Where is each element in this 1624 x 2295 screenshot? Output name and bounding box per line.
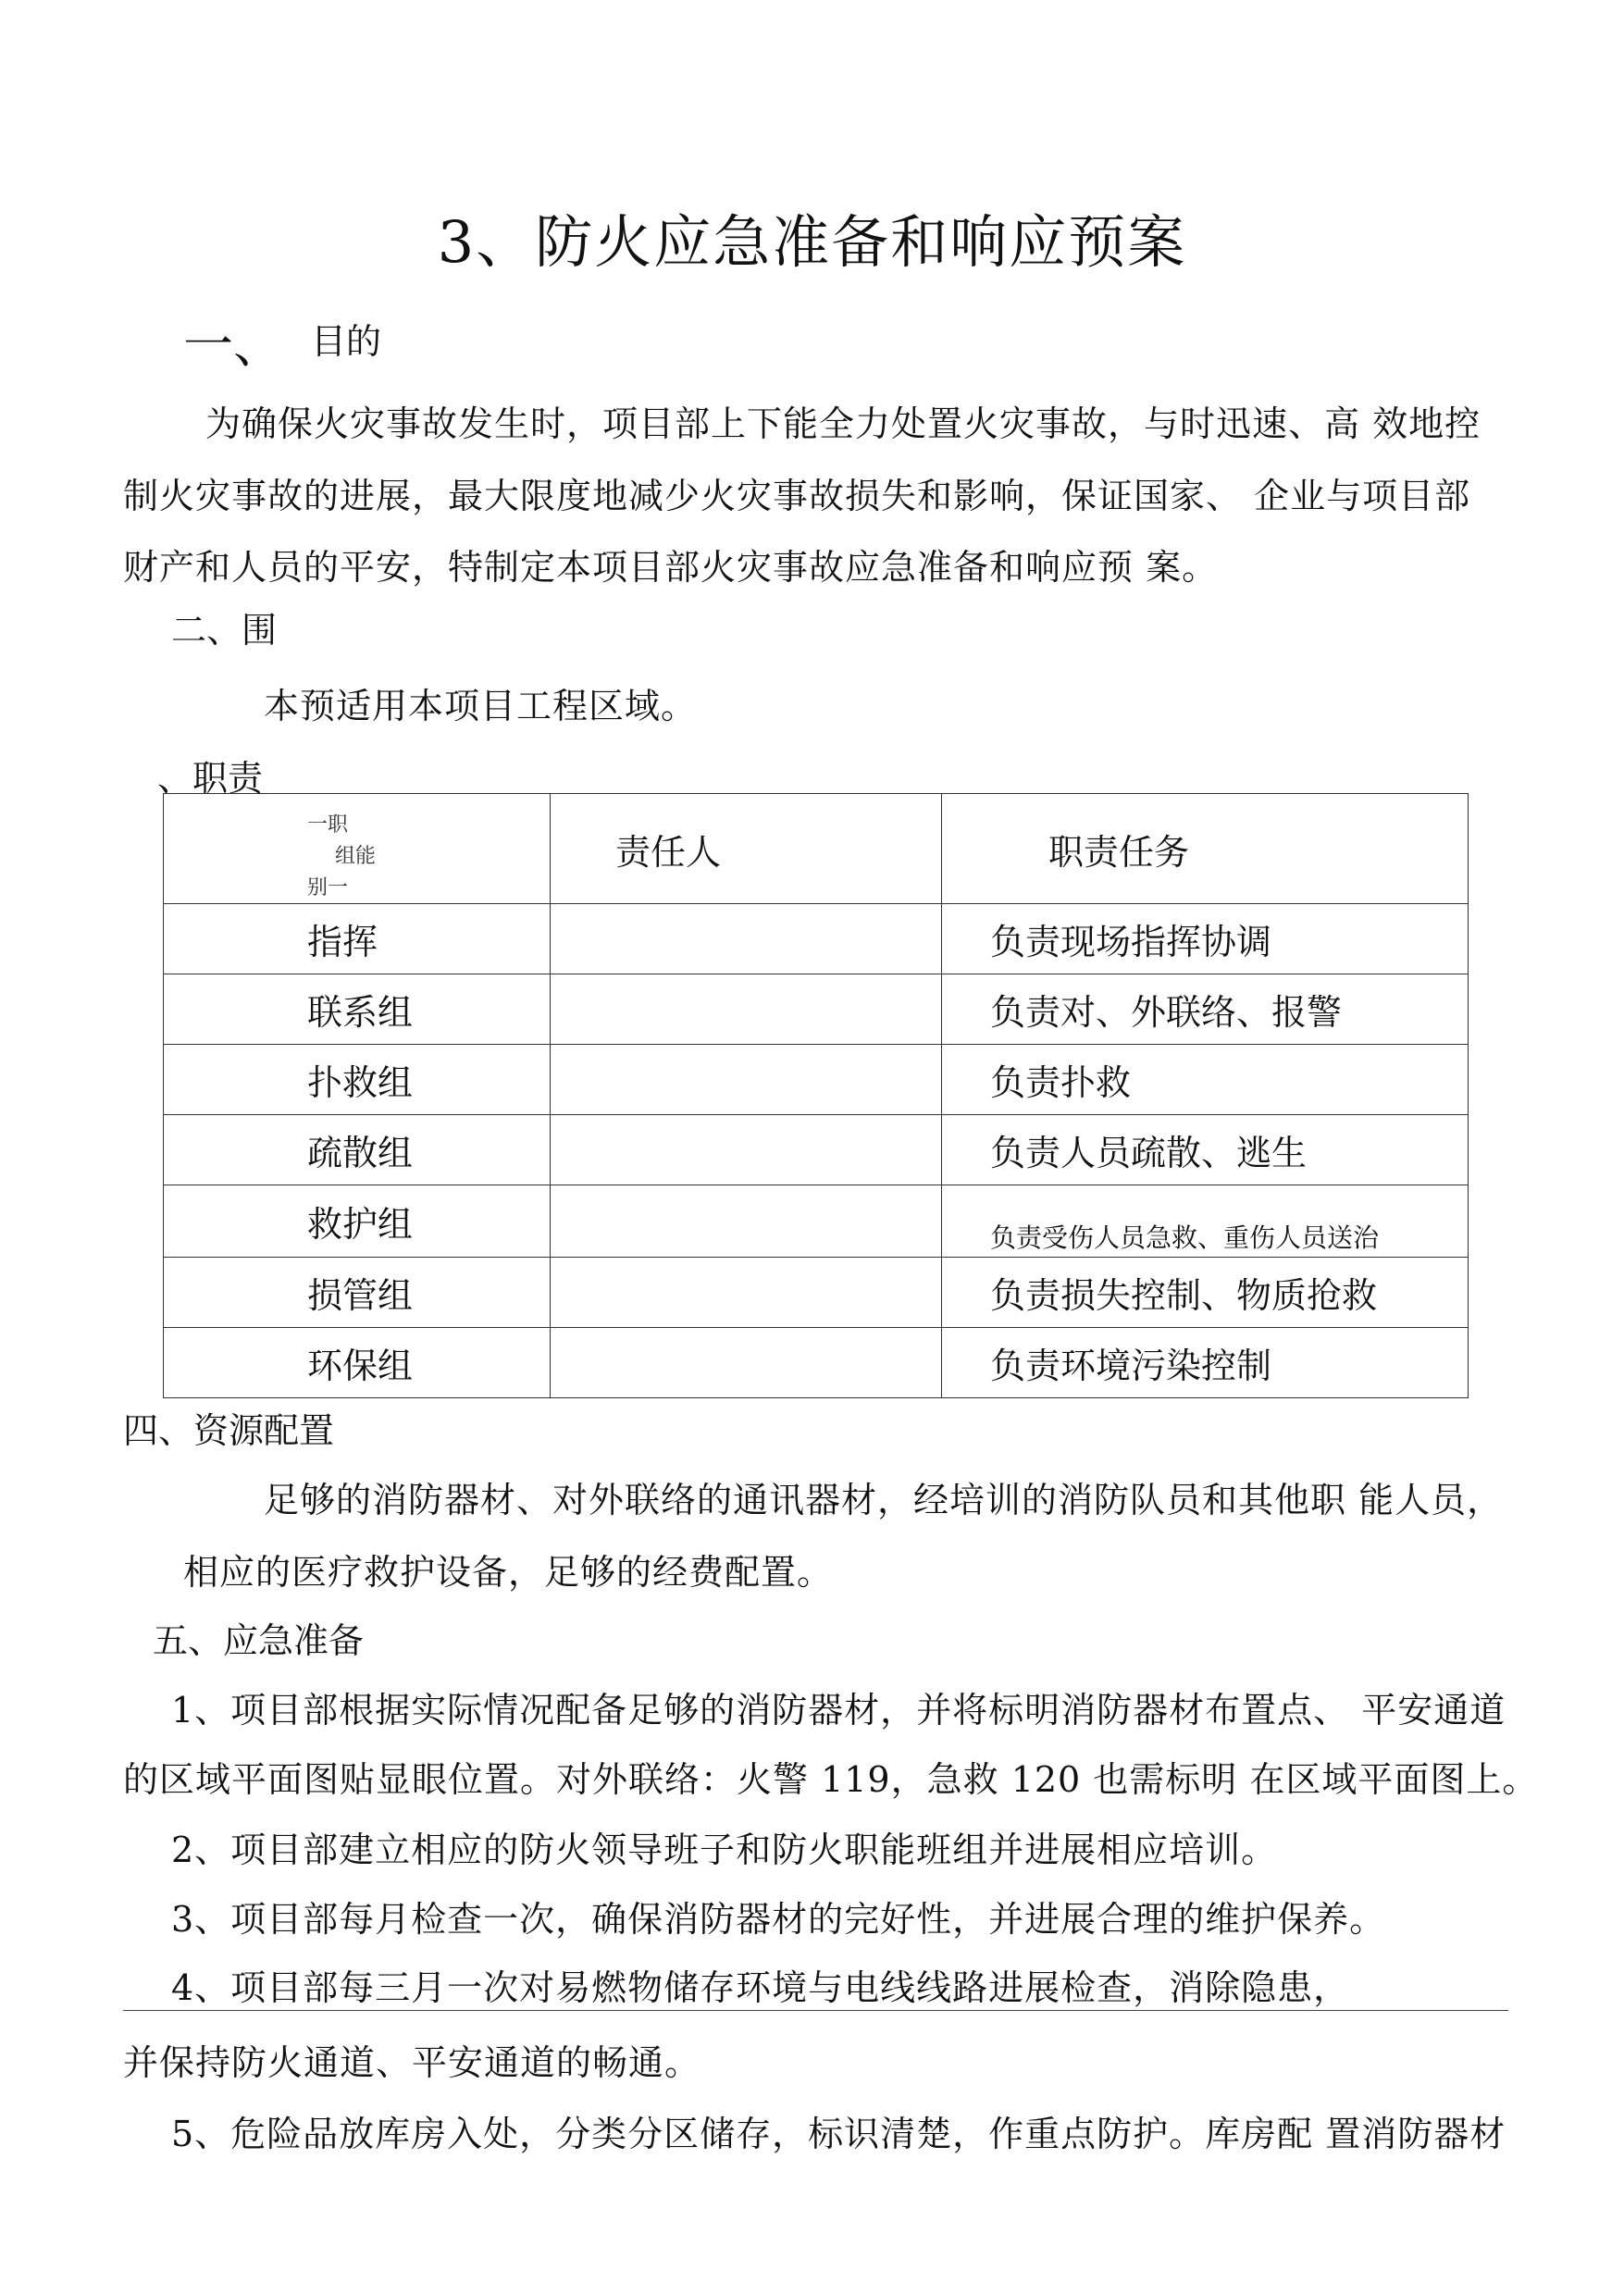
table-row <box>164 1258 1469 1328</box>
person-cell <box>551 1328 942 1398</box>
duty-cell: 负责对、外联络、报警 <box>942 974 1469 1045</box>
duty-cell: 负责受伤人员急救、重伤人员送治 <box>942 1185 1469 1258</box>
prep-line-5: 4、项目部每三月一次对易燃物储存环境与电线线路进展检查，消除隐患， <box>171 1967 1350 2008</box>
table-row <box>164 1185 1469 1258</box>
duty-cell: 负责现场指挥协调 <box>942 904 1469 974</box>
corner-label-3: 别一 <box>307 876 349 899</box>
prep-line-7: 5、危险品放库房入处，分类分区储存，标识清楚，作重点防护。库房配 置消防器材 <box>171 2114 1506 2154</box>
purpose-line-2: 制火灾事故的进展，最大限度地减少火灾事故损失和影响，保证国家、 企业与项目部 <box>123 476 1471 516</box>
person-cell <box>551 904 942 974</box>
group-name: 指挥 <box>164 904 551 974</box>
table-row <box>164 1328 1469 1398</box>
group-name: 疏散组 <box>164 1115 551 1185</box>
resources-line-1: 足够的消防器材、对外联络的通讯器材，经培训的消防队员和其他职 能人员， <box>264 1480 1504 1520</box>
section-3-heading: 、职责 <box>157 758 264 799</box>
corner-label-2: 组能 <box>335 845 377 868</box>
duty-cell: 负责损失控制、物质抢救 <box>942 1258 1469 1328</box>
prep-line-4: 3、项目部每月检查一次，确保消防器材的完好性，并进展合理的维护保养。 <box>171 1899 1386 1940</box>
section-5-heading: 五、应急准备 <box>153 1620 365 1661</box>
person-cell <box>551 974 942 1045</box>
corner-label-1: 一职 <box>307 813 349 837</box>
header-duty: 职责任务 <box>942 794 1469 904</box>
prep-line-6: 并保持防火通道、平安通道的畅通。 <box>123 2042 701 2083</box>
header-person: 责任人 <box>551 794 942 904</box>
duty-cell: 负责环境污染控制 <box>942 1328 1469 1398</box>
person-cell <box>551 1115 942 1185</box>
prep-line-1: 1、项目部根据实际情况配备足够的消防器材，并将标明消防器材布置点、 平安通道 <box>171 1690 1506 1731</box>
resources-line-2: 相应的医疗救护设备，足够的经费配置。 <box>183 1552 834 1593</box>
duty-cell: 负责扑救 <box>942 1045 1469 1115</box>
table-header-row <box>164 794 1469 904</box>
group-name: 救护组 <box>164 1185 551 1258</box>
section-4-heading: 四、资源配置 <box>123 1410 335 1451</box>
table-row <box>164 974 1469 1045</box>
purpose-line-3: 财产和人员的平安，特制定本项目部火灾事故应急准备和响应预 案。 <box>123 547 1219 588</box>
table-row <box>164 1045 1469 1115</box>
table-row <box>164 904 1469 974</box>
group-name: 环保组 <box>164 1328 551 1398</box>
purpose-line-1: 为确保火灾事故发生时，项目部上下能全力处置火灾事故，与时迅速、高 效地控 <box>205 403 1481 444</box>
section-1-number: 一、 <box>183 316 283 374</box>
responsibility-table <box>163 793 1469 1398</box>
table-corner-cell <box>164 794 551 904</box>
group-name: 扑救组 <box>164 1045 551 1115</box>
section-2-heading: 二、围 <box>171 610 278 651</box>
section-1-heading: 目的 <box>311 321 382 362</box>
page-divider <box>123 2010 1508 2011</box>
person-cell <box>551 1045 942 1115</box>
scope-text: 本预适用本项目工程区域。 <box>264 686 698 726</box>
prep-line-3: 2、项目部建立相应的防火领导班子和防火职能班组并进展相应培训。 <box>171 1830 1278 1870</box>
duty-cell: 负责人员疏散、逃生 <box>942 1115 1469 1185</box>
table-row <box>164 1115 1469 1185</box>
person-cell <box>551 1185 942 1258</box>
person-cell <box>551 1258 942 1328</box>
page-title: 3、防火应急准备和响应预案 <box>437 208 1187 276</box>
group-name: 联系组 <box>164 974 551 1045</box>
prep-line-2: 的区域平面图贴显眼位置。对外联络：火警 119，急救 120 也需标明 在区域平面图上。 <box>123 1759 1539 1800</box>
group-name: 损管组 <box>164 1258 551 1328</box>
